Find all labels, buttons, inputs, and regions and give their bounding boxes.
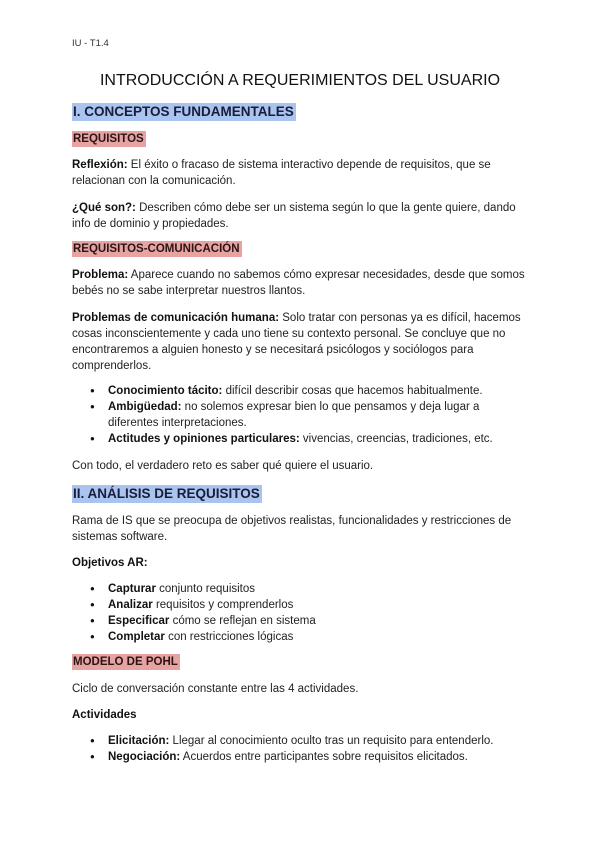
bullet-list-problemas [72,383,528,447]
list-item [72,749,528,765]
section-heading-label: II. ANÁLISIS DE REQUISITOS [73,486,260,501]
bullet-label: Conocimiento tácito: [108,385,223,397]
section-heading-conceptos [72,103,528,121]
document-title: INTRODUCCIÓN A REQUERIMIENTOS DEL USUARIO [99,72,501,89]
bullet-text: no solemos expresar bien lo que pensamos y deja lugar a diferentes interpretaciones. [108,401,480,429]
bullet-label: Analizar [108,599,153,611]
term-label: Problemas de comunicación humana: [72,312,280,324]
paragraph-problema [72,267,528,299]
subheading-label: REQUISITOS-COMUNICACIÓN [73,243,240,255]
list-item [72,629,528,645]
bullet-text: con restricciones lógicas [164,631,294,643]
bullet-text: conjunto requisitos [155,583,256,595]
bullet-label: Ambigüedad: [108,401,182,413]
term-text: Aparece cuando no sabemos cómo expresar necesidades, desde que somos bebés no se sabe interpretar nuestros llantos. [72,269,525,297]
subheading-label: MODELO DE POHL [73,656,178,668]
bullet-text: requisitos y comprenderlos [152,599,294,611]
bullet-text: cómo se reflejan en sistema [169,615,316,627]
list-item [72,399,528,431]
term-text: El éxito o fracaso de sistema interactivo depende de requisitos, que se relacionan con la comunicación. [72,159,491,187]
list-item [72,733,528,749]
term-text: Solo tratar con personas ya es difícil, hacemos cosas inconscientemente y cada uno tiene su contexto personal. Se concluye que no encontraremos a alguien honesto y se necesitará psicólogos y sociólogos para comprenderlos. [72,312,521,372]
paragraph-que-son [72,200,528,232]
paragraph-conclusion: Con todo, el verdadero reto es saber qué quiere el usuario. [72,460,374,472]
bullet-text: vivencias, creencias, tradiciones, etc. [299,433,493,445]
paragraph-analisis-intro: Rama de IS que se preocupa de objetivos realistas, funcionalidades y restricciones de sistemas software. [72,515,512,543]
objetivos-label: Objetivos AR: [72,557,148,569]
bullet-label: Completar [108,631,165,643]
term-label: Reflexión: [72,159,128,171]
actividades-heading [72,707,528,723]
subheading-requisitos-comunicacion [72,241,528,257]
term-text: Describen cómo debe ser un sistema según lo que la gente quiere, dando info de dominio y propiedades. [72,202,516,230]
bullet-text: difícil describir cosas que hacemos habitualmente. [222,385,483,397]
list-item [72,383,528,399]
subheading-requisitos [72,131,528,147]
bullet-text: Llegar al conocimiento oculto tras un requisito para entenderlo. [169,735,494,747]
paragraph-problemas-comunicacion [72,310,528,374]
list-item [72,613,528,629]
subheading-label: REQUISITOS [73,133,144,145]
term-label: Problema: [72,269,129,281]
paragraph-pohl: Ciclo de conversación constante entre las 4 actividades. [72,683,359,695]
list-item [72,597,528,613]
list-item [72,581,528,597]
bullet-label: Capturar [108,583,156,595]
section-heading-analisis [72,485,528,503]
objetivos-heading [72,555,528,571]
term-label: ¿Qué son?: [72,202,136,214]
document-header: IU - T1.4 [72,38,109,49]
bullet-list-objetivos [72,581,528,645]
paragraph-reflexion [72,157,528,189]
bullet-label: Especificar [108,615,170,627]
bullet-text: Acuerdos entre participantes sobre requisitos elicitados. [180,751,468,763]
subheading-modelo-pohl [72,654,528,670]
bullet-list-actividades [72,733,528,765]
bullet-label: Elicitación: [108,735,170,747]
actividades-label: Actividades [72,709,137,721]
bullet-label: Negociación: [108,751,181,763]
section-heading-label: I. CONCEPTOS FUNDAMENTALES [73,104,294,119]
list-item [72,431,528,447]
bullet-label: Actitudes y opiniones particulares: [108,433,300,445]
